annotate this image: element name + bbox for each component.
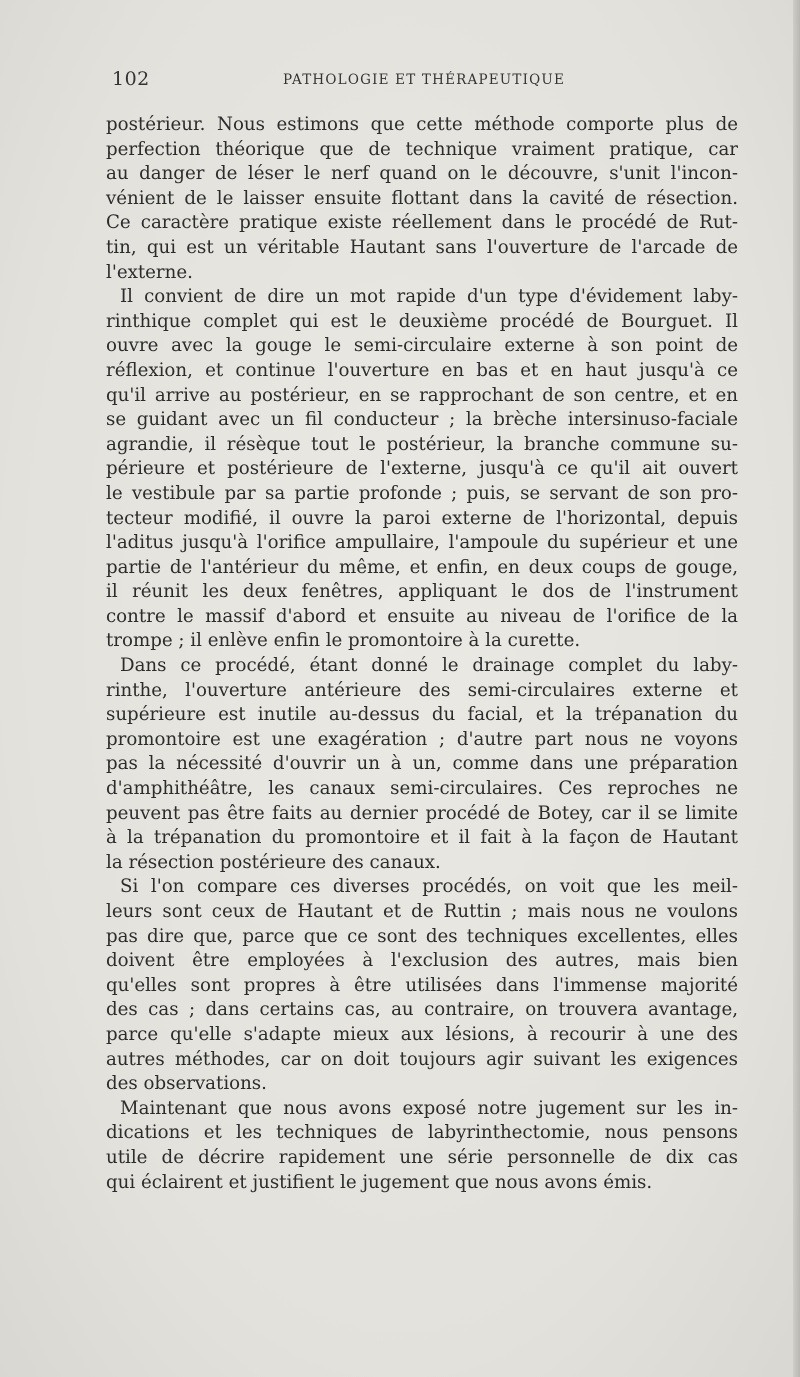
text-line: des observations. xyxy=(106,1073,267,1095)
text-line: promontoire est une exagération ; d'autre part nous ne voyons xyxy=(106,728,738,750)
text-line: vénient de le laisser ensuite flottant dans la cavité de résection. xyxy=(106,187,738,209)
text-line: supérieure est inutile au-dessus du facial, et la trépanation du xyxy=(106,704,738,726)
text-line: postérieur. Nous estimons que cette méthode comporte plus de xyxy=(106,114,738,135)
text-line: tin, qui est un véritable Hautant sans l'ouverture de l'arcade de xyxy=(106,236,738,258)
text-line: leurs sont ceux de Hautant et de Ruttin ; mais nous ne voulons xyxy=(106,901,738,922)
text-line: il réunit les deux fenêtres, appliquant le dos de l'instrument xyxy=(106,581,738,603)
text-line: rinthique complet qui est le deuxième procédé de Bourguet. Il xyxy=(106,310,738,332)
text-line: au danger de léser le nerf quand on le découvre, s'unit l'incon- xyxy=(106,163,738,185)
text-line: ouvre avec la gouge le semi-circulaire externe à son point de xyxy=(106,335,738,357)
text-line: utile de décrire rapidement une série personnelle de dix cas xyxy=(106,1146,738,1168)
text-line: périeure et postérieure de l'externe, jusqu'à ce qu'il ait ouvert xyxy=(106,458,738,480)
text-line: parce qu'elle s'adapte mieux aux lésions, à recourir à une des xyxy=(106,1023,738,1045)
text-line: le vestibule par sa partie profonde ; puis, se servant de son pro- xyxy=(106,482,738,504)
text-line: agrandie, il résèque tout le postérieur, la branche commune su- xyxy=(106,433,738,455)
text-line: pas la nécessité d'ouvrir un à un, comme dans une préparation xyxy=(106,753,738,775)
text-line: à la trépanation du promontoire et il fait à la façon de Hautant xyxy=(106,827,738,849)
text-line: doivent être employées à l'exclusion des autres, mais bien xyxy=(106,950,738,972)
text-line: autres méthodes, car on doit toujours agir suivant les exigences xyxy=(106,1048,738,1070)
text-line: la résection postérieure des canaux. xyxy=(106,851,441,873)
text-line: Si l'on compare ces diverses procédés, on voit que les meil- xyxy=(120,876,738,898)
page-number: 102 xyxy=(112,68,150,90)
text-line: Dans ce procédé, étant donné le drainage complet du laby- xyxy=(120,655,738,677)
text-line: qu'il arrive au postérieur, en se rapprochant de son centre, et en xyxy=(106,384,738,406)
text-line: Ce caractère pratique existe réellement dans le procédé de Rut- xyxy=(106,212,738,234)
text-line: des cas ; dans certains cas, au contraire, on trouvera avantage, xyxy=(106,999,738,1021)
text-line: Il convient de dire un mot rapide d'un type d'évidement laby- xyxy=(120,286,738,308)
text-line: l'externe. xyxy=(106,261,193,283)
text-line: Maintenant que nous avons exposé notre jugement sur les in- xyxy=(120,1097,738,1119)
text-line: se guidant avec un fil conducteur ; la brèche intersinuso-faciale xyxy=(106,409,738,431)
text-line: perfection théorique que de technique vraiment pratique, car xyxy=(106,138,738,160)
text-line: trompe ; il enlève enfin le promontoire à la curette. xyxy=(106,630,581,652)
text-line: dications et les techniques de labyrinthectomie, nous pensons xyxy=(106,1122,738,1144)
text-line: l'aditus jusqu'à l'orifice ampullaire, l'ampoule du supérieur et une xyxy=(106,532,738,554)
text-line: pas dire que, parce que ce sont des techniques excellentes, elles xyxy=(106,925,738,947)
running-head: PATHOLOGIE ET THÉRAPEUTIQUE xyxy=(282,72,566,88)
body-text xyxy=(106,113,738,1195)
text-line: contre le massif d'abord et ensuite au niveau de l'orifice de la xyxy=(106,605,738,627)
text-line: qu'elles sont propres à être utilisées dans l'immense majorité xyxy=(106,974,738,996)
text-line: tecteur modifié, il ouvre la paroi externe de l'horizontal, depuis xyxy=(106,507,738,529)
text-line: partie de l'antérieur du même, et enfin, en deux coups de gouge, xyxy=(106,556,738,578)
text-line: rinthe, l'ouverture antérieure des semi-circulaires externe et xyxy=(106,679,738,701)
page-edge xyxy=(793,0,800,1377)
text-line: peuvent pas être faits au dernier procédé de Botey, car il se limite xyxy=(106,802,738,824)
page-header xyxy=(112,68,736,92)
text-line: d'amphithéâtre, les canaux semi-circulaires. Ces reproches ne xyxy=(106,778,738,800)
text-line: qui éclairent et justifient le jugement que nous avons émis. xyxy=(106,1171,653,1193)
text-line: réflexion, et continue l'ouverture en bas et en haut jusqu'à ce xyxy=(106,359,738,381)
